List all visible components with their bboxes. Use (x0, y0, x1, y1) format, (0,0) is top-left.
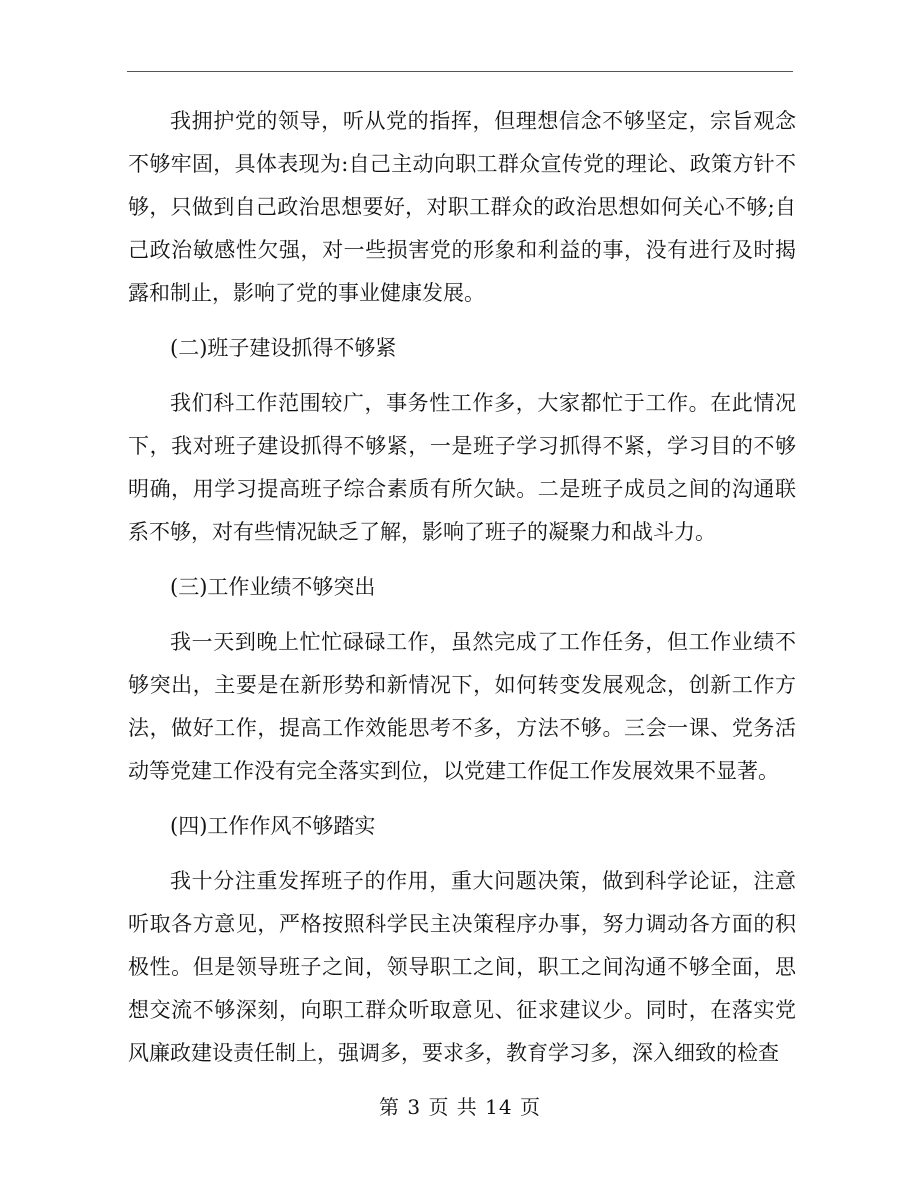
document-body (128, 100, 796, 1075)
page-number-footer: 第 3 页 共 14 页 (379, 1095, 541, 1119)
paragraph-work-performance: 我一天到晚上忙忙碌碌工作，虽然完成了工作任务，但工作业绩不够突出，主要是在新形势和新情况下，如何转变发展观念，创新工作方法，做好工作，提高工作效能思考不多，方法不够。三会一课、党务活动等党建工作没有完全落实到位，以党建工作促工作发展效果不显著。 (128, 630, 796, 783)
paragraph-party-loyalty: 我拥护党的领导，听从党的指挥，但理想信念不够坚定，宗旨观念不够牢固，具体表现为:自己主动向职工群众宣传党的理论、政策方针不够，只做到自己政治思想要好，对职工群众的政治思想如何关心不够;自己政治敏感性欠强，对一些损害党的形象和利益的事，没有进行及时揭露和制止，影响了党的事业健康发展。 (128, 109, 796, 305)
section-heading-work-style: (四)工作作风不够踏实 (170, 814, 376, 838)
paragraph-team-building: 我们科工作范围较广，事务性工作多，大家都忙于工作。在此情况下，我对班子建设抓得不够紧，一是班子学习抓得不紧，学习目的不够明确，用学习提高班子综合素质有所欠缺。二是班子成员之间的沟通联系不够，对有些情况缺乏了解，影响了班子的凝聚力和战斗力。 (128, 391, 796, 544)
section-heading-team-building: (二)班子建设抓得不够紧 (170, 336, 397, 360)
paragraph-work-style: 我十分注重发挥班子的作用，重大问题决策，做到科学论证，注意听取各方意见，严格按照科学民主决策程序办事，努力调动各方面的积极性。但是领导班子之间，领导职工之间，职工之间沟通不够全面，思想交流不够深刻，向职工群众听取意见、征求建议少。同时，在落实党风廉政建设责任制上，强调多，要求多，教育学习多，深入细致的检查 (128, 869, 796, 1065)
header-divider (127, 71, 793, 72)
section-heading-work-performance: (三)工作业绩不够突出 (170, 575, 376, 599)
